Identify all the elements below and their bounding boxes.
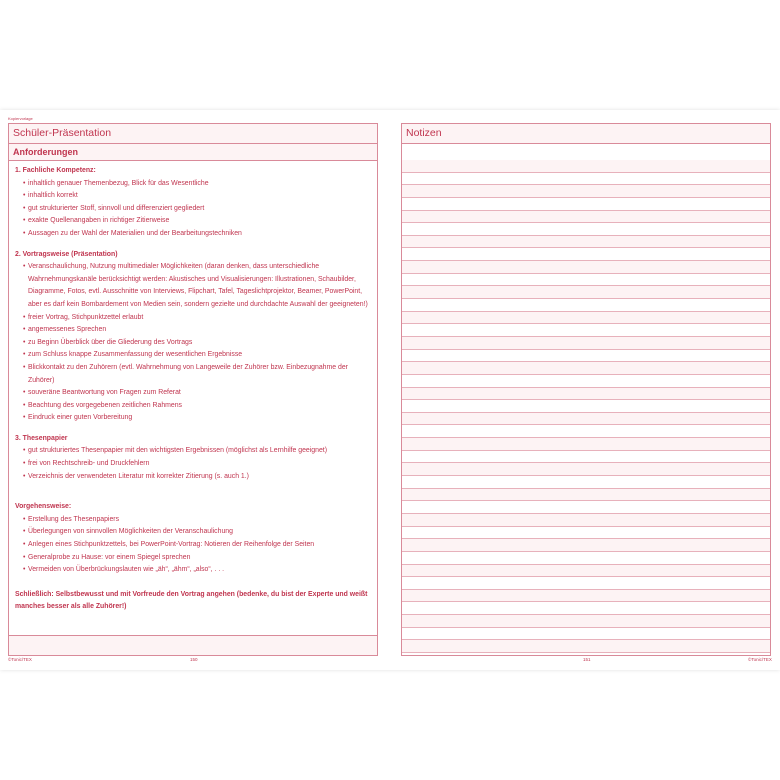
note-line	[402, 451, 770, 464]
note-line	[402, 501, 770, 514]
list-item: • gut strukturierter Stoff, sinnvoll und differenziert gegliedert	[21, 203, 371, 216]
note-line	[402, 375, 770, 388]
note-line	[402, 312, 770, 325]
list-item: • angemessenes Sprechen	[21, 324, 371, 337]
closing-note: Schließlich: Selbstbewusst und mit Vorfreude den Vortrag angehen (bedenke, du bist der Experte und weißt manches besser als alle Zuhörer!)	[15, 590, 368, 611]
list-item: • Aussagen zu der Wahl der Materialien und der Bearbeitungstechniken	[21, 228, 371, 241]
note-line	[402, 413, 770, 426]
list-item: • inhaltlich korrekt	[21, 190, 371, 203]
list-item: • inhaltlich genauer Themenbezug, Blick für das Wesentliche	[21, 178, 371, 191]
page-title: Schüler-Präsentation	[9, 124, 377, 144]
list-item: • Generalprobe zu Hause: vor einem Spiegel sprechen	[21, 552, 371, 565]
footer-brand-right: ©Tonic/TEX	[748, 657, 772, 662]
list-item: • Eindruck einer guten Vorbereitung	[21, 412, 371, 425]
list-item: • gut strukturiertes Thesenpapier mit den wichtigsten Ergebnissen (möglichst als Lernhilfe geeignet)	[21, 445, 371, 458]
note-line	[402, 400, 770, 413]
requirements-content	[9, 161, 377, 614]
list-item: • Überlegungen von sinnvollen Möglichkeiten der Veranschaulichung	[21, 526, 371, 539]
list-item: • Anlegen eines Stichpunktzettels, bei PowerPoint-Vortrag: Notieren der Reihenfolge der Seiten	[21, 539, 371, 552]
note-line	[402, 350, 770, 363]
note-line	[402, 198, 770, 211]
note-line	[402, 185, 770, 198]
note-line	[402, 286, 770, 299]
copy-template-label: Kopiervorlage	[8, 116, 33, 121]
note-line	[402, 173, 770, 186]
note-line	[402, 476, 770, 489]
section-title: Anforderungen	[9, 144, 377, 161]
note-line	[402, 628, 770, 641]
note-line	[402, 274, 770, 287]
note-line	[402, 211, 770, 224]
section-heading: 3. Thesenpapier	[15, 434, 68, 442]
section-heading: 2. Vortragsweise (Präsentation)	[15, 250, 118, 258]
section-heading: 1. Fachliche Kompetenz:	[15, 167, 96, 174]
section-heading: Vorgehensweise:	[15, 503, 72, 511]
notes-title: Notizen	[402, 124, 770, 144]
note-line	[402, 324, 770, 337]
list-item: • Veranschaulichung, Nutzung multimedialer Möglichkeiten (daran denken, dass unterschiedliche Wahrnehmungskanäle berücksichtigt werden: Akustisches und Visualisierungen: Illustrationen, Schaubilder, Diagramme, Fotos, evtl. Ausschnitte von Interviews, Flipchart, Tafel, Tageslichtprojektor, Beamer, PowerPoint, aber es darf kein Bombardement von Medien sein, sondern gezielte und durchdachte Auswahl der geeigneten!)	[21, 261, 371, 311]
note-line	[402, 640, 770, 653]
note-line	[402, 577, 770, 590]
list-item: • exakte Quellenangaben in richtiger Zitierweise	[21, 215, 371, 228]
note-line	[402, 438, 770, 451]
list-item: • Blickkontakt zu den Zuhörern (evtl. Wahrnehmung von Langeweile der Zuhörer bzw. Einbezugnahme der Zuhörer)	[21, 362, 371, 387]
list-item: • freier Vortrag, Stichpunktzettel erlaubt	[21, 312, 371, 325]
note-line	[402, 514, 770, 527]
list-item: • souveräne Beantwortung von Fragen zum Referat	[21, 387, 371, 400]
list-item: • Verzeichnis der verwendeten Literatur mit korrekter Zitierung (s. auch 1.)	[21, 471, 371, 484]
note-line	[402, 299, 770, 312]
note-line	[402, 527, 770, 540]
note-line	[402, 590, 770, 603]
note-line	[402, 236, 770, 249]
page-number-left: 150	[190, 657, 198, 662]
notes-lines	[402, 160, 770, 655]
list-item: • frei von Rechtschreib- und Druckfehlern	[21, 458, 371, 471]
note-line	[402, 388, 770, 401]
page-number-right: 151	[583, 657, 591, 662]
note-line	[402, 489, 770, 502]
right-page	[401, 123, 771, 656]
note-line	[402, 425, 770, 438]
note-line	[402, 160, 770, 173]
note-line	[402, 615, 770, 628]
note-line	[402, 463, 770, 476]
note-line	[402, 248, 770, 261]
footer-brand-left: ©Tonic/TEX	[8, 657, 32, 662]
note-line	[402, 261, 770, 274]
note-line	[402, 337, 770, 350]
note-line	[402, 223, 770, 236]
list-item: • zum Schluss knappe Zusammenfassung der wesentlichen Ergebnisse	[21, 349, 371, 362]
note-line	[402, 565, 770, 578]
note-line	[402, 552, 770, 565]
list-item: • zu Beginn Überblick über die Gliederung des Vortrags	[21, 337, 371, 350]
left-page	[8, 123, 378, 656]
note-line	[402, 602, 770, 615]
list-item: • Vermeiden von Überbrückungslauten wie „äh“, „ähm“, „also“, . . .	[21, 564, 371, 577]
list-item: • Erstellung des Thesenpapiers	[21, 514, 371, 527]
list-item: • Beachtung des vorgegebenen zeitlichen Rahmens	[21, 400, 371, 413]
note-line	[402, 362, 770, 375]
bottom-strip	[9, 635, 377, 655]
note-line	[402, 539, 770, 552]
